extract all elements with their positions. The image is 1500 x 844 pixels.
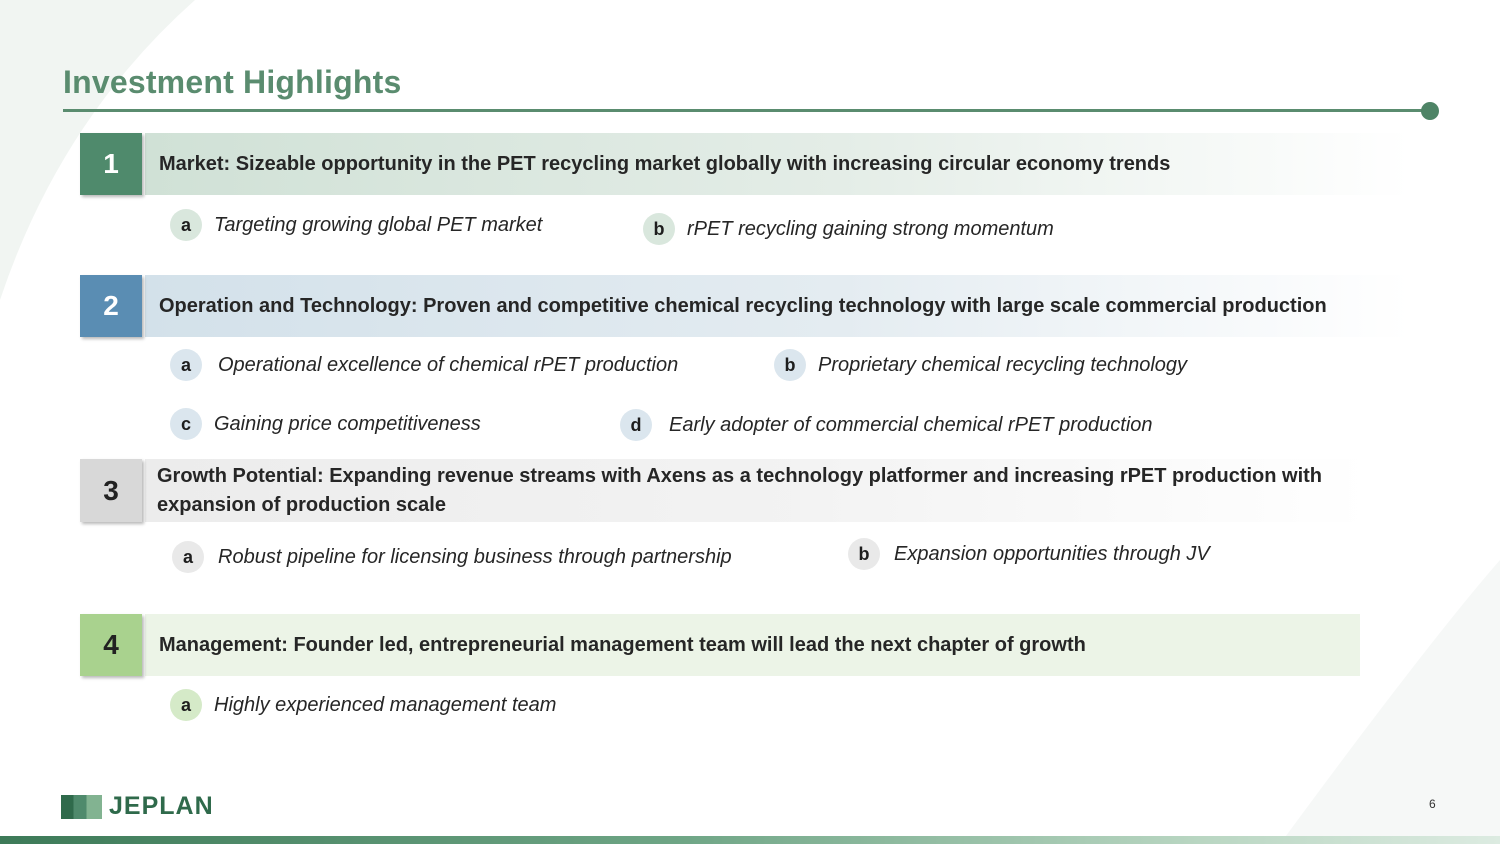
footer-gradient-bar xyxy=(0,836,1500,844)
section-3-point-b xyxy=(848,538,1210,570)
section-1-point-b xyxy=(643,213,1054,245)
point-text: Targeting growing global PET market xyxy=(214,213,543,236)
company-logo xyxy=(61,792,214,821)
section-3-point-a xyxy=(172,541,732,573)
point-letter-badge: a xyxy=(170,209,202,241)
point-letter-badge: b xyxy=(848,538,880,570)
section-3-heading: Growth Potential: Expanding revenue streams with Axens as a technology platformer and increasing rPET production with expansion of production scale xyxy=(145,459,1370,522)
point-letter-badge: c xyxy=(170,408,202,440)
section-1-number: 1 xyxy=(80,133,142,195)
point-text: Expansion opportunities through JV xyxy=(894,542,1210,565)
point-letter-badge: a xyxy=(170,349,202,381)
section-2-point-d xyxy=(620,409,1153,441)
page-title: Investment Highlights xyxy=(63,64,402,100)
point-letter-badge: a xyxy=(172,541,204,573)
section-4-heading: Management: Founder led, entrepreneurial management team will lead the next chapter of growth xyxy=(145,614,1360,676)
section-3-number: 3 xyxy=(80,459,142,522)
point-letter-badge: b xyxy=(774,349,806,381)
point-text: Highly experienced management team xyxy=(214,693,557,716)
title-divider-dot xyxy=(1421,102,1439,120)
point-letter-badge: a xyxy=(170,689,202,721)
point-text: Robust pipeline for licensing business through partnership xyxy=(218,545,732,568)
point-text: rPET recycling gaining strong momentum xyxy=(687,217,1054,240)
point-text: Proprietary chemical recycling technology xyxy=(818,353,1188,376)
section-1-heading: Market: Sizeable opportunity in the PET recycling market globally with increasing circular economy trends xyxy=(145,133,1410,195)
page-number: 6 xyxy=(1429,797,1436,811)
title-divider xyxy=(63,109,1423,112)
point-text: Gaining price competitiveness xyxy=(214,412,481,435)
point-letter-badge: b xyxy=(643,213,675,245)
section-2-point-b xyxy=(774,349,1187,381)
section-2-point-a xyxy=(170,349,678,381)
section-1-point-a xyxy=(170,209,542,241)
section-2-point-c xyxy=(170,408,481,440)
point-text: Early adopter of commercial chemical rPET production xyxy=(669,413,1153,436)
section-2-number: 2 xyxy=(80,275,142,337)
section-2-heading: Operation and Technology: Proven and competitive chemical recycling technology with large scale commercial production xyxy=(145,275,1410,337)
section-4-number: 4 xyxy=(80,614,142,676)
logo-mark-icon xyxy=(61,795,102,819)
point-letter-badge: d xyxy=(620,409,652,441)
section-4-point-a xyxy=(170,689,556,721)
logo-text: JEPLAN xyxy=(109,792,214,820)
point-text: Operational excellence of chemical rPET production xyxy=(218,353,679,376)
